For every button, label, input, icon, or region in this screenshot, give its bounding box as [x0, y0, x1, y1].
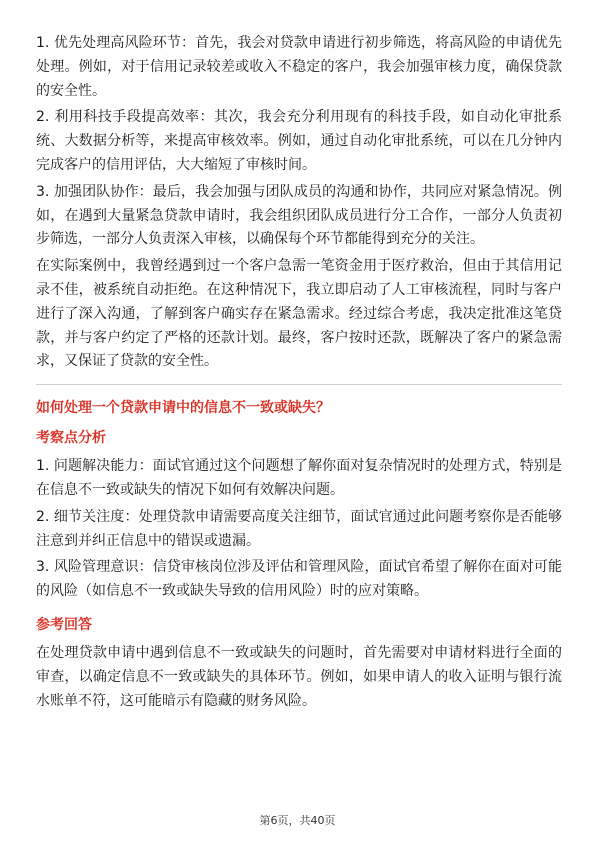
answer-paragraph: 在处理贷款申请中遇到信息不一致或缺失的问题时，首先需要对申请材料进行全面的审查，以确定信息不一致或缺失的具体环节。例如，如果申请人的收入证明与银行流水账单不符，这可能暗示有隐藏的财务风险。 — [36, 644, 562, 709]
paragraph-tech-efficiency: 2. 利用科技手段提高效率：其次，我会充分利用现有的科技手段，如自动化审批系统、大数据分析等，来提高审核效率。例如，通过自动化审批系统，可以在几分钟内完成客户的信用评估，大大缩短了审核时间。 — [36, 109, 562, 173]
page-number-footer: 第6页，共40页 — [259, 814, 336, 827]
paragraph-team-collaboration: 3. 加强团队协作：最后，我会加强与团队成员的沟通和协作，共同应对紧急情况。例如，在遇到大量紧急贷款申请时，我会组织团队成员进行分工合作，一部分人负责初步筛选，一部分人负责深入审核，以确保每个环节都能得到充分的关注。 — [36, 183, 562, 248]
analysis-item-risk-management: 3. 风险管理意识：信贷审核岗位涉及评估和管理风险，面试官希望了解你在面对可能的风险（如信息不一致或缺失导致的信用风险）时的应对策略。 — [36, 559, 562, 600]
section-divider — [36, 384, 562, 385]
question-heading: 如何处理一个贷款申请中的信息不一致或缺失？ — [36, 400, 330, 417]
analysis-item-detail-focus: 2. 细节关注度：处理贷款申请需要高度关注细节，面试官通过此问题考察你是否能够注意到并纠正信息中的错误或遗漏。 — [36, 508, 562, 549]
paragraph-case-example: 在实际案例中，我曾经遇到过一个客户急需一笔资金用于医疗救治，但由于其信用记录不佳，被系统自动拒绝。在这种情况下，我立即启动了人工审核流程，同时与客户进行了深入沟通，了解到客户确实存在紧急需求。经过综合考虑，我决定批准这笔贷款，并与客户约定了严格的还款计划。最终，客户按时还款，既解决了客户的紧急需求，又保证了贷款的安全性。 — [36, 258, 562, 370]
paragraph-priority-high-risk: 1. 优先处理高风险环节：首先，我会对贷款申请进行初步筛选，将高风险的申请优先处理。例如，对于信用记录较差或收入不稳定的客户，我会加强审核力度，确保贷款的安全性。 — [36, 35, 562, 99]
analysis-heading: 考察点分析 — [36, 430, 106, 447]
document-page — [36, 32, 562, 716]
analysis-item-problem-solving: 1. 问题解决能力：面试官通过这个问题想了解你面对复杂情况时的处理方式，特别是在信息不一致或缺失的情况下如何有效解决问题。 — [36, 458, 562, 498]
answer-heading: 参考回答 — [36, 616, 92, 633]
